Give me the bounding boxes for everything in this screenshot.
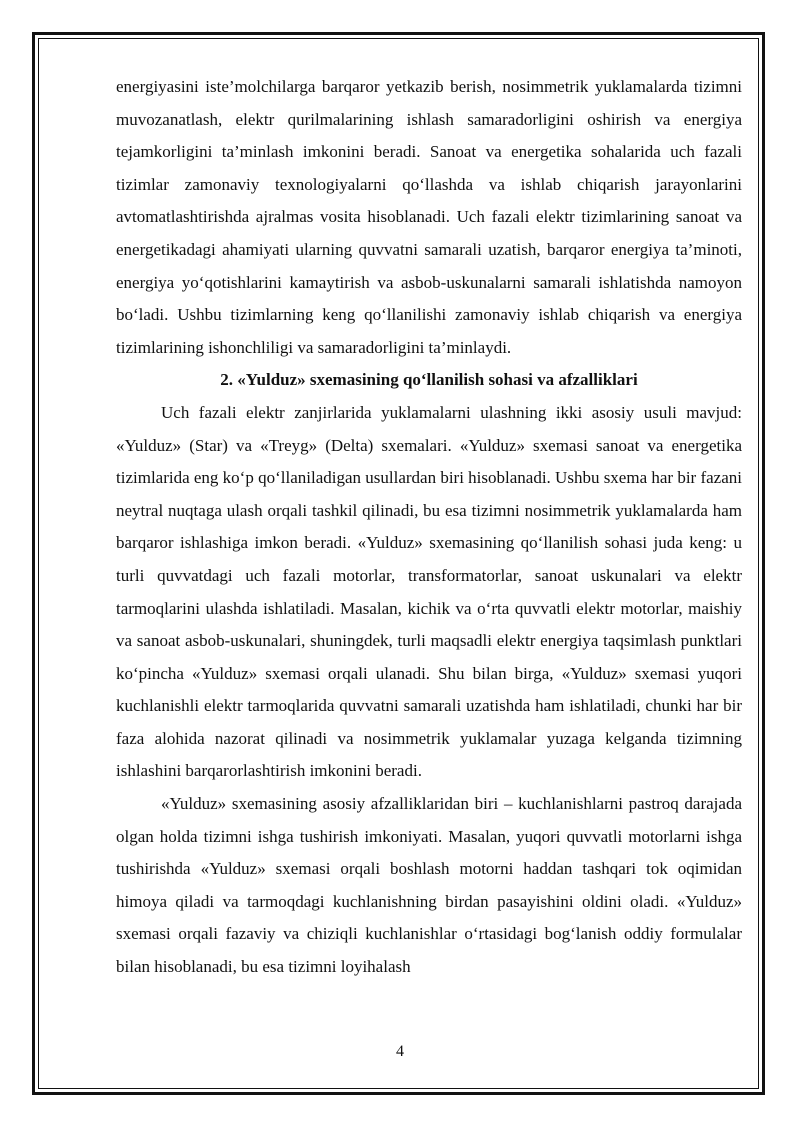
paragraph-advantages: «Yulduz» sxemasining asosiy afzalliklaridan biri – kuchlanishlarni pastroq darajada olgan holda tizimni ishga tushirish imkoniyati. Masalan, yuqori quvvatli motorlarni ishga tushirishda «Yulduz» sxemasi orqali boshlash motorni haddan tashqari tok oqimidan himoya qiladi va tarmoqdagi kuchlanishning birdan pasayishini oldini oladi. «Yulduz» sxemasi orqali fazaviy va chiziqli kuchlanishlar o‘rtasidagi bog‘lanish oddiy formulalar bilan hisoblanadi, bu esa tizimni loyihalash <box>116 794 742 977</box>
document-body <box>116 71 742 984</box>
page-number: 4 <box>396 1043 404 1060</box>
paragraph-continuation: energiyasini iste’molchilarga barqaror yetkazib berish, nosimmetrik yuklamalarda tizimni muvozanatlash, elektr qurilmalarining ishlash samaradorligini oshirish va energiya tejamkorligini ta’minlash imkonini beradi. Sanoat va energetika sohalarida uch fazali tizimlar zamonaviy texnologiyalarni qo‘llashda va ishlab chiqarish jarayonlarini avtomatlashtirishda ajralmas vosita hisoblanadi. Uch fazali elektr tizimlarining sanoat va energetikadagi ahamiyati ularning quvvatni samarali uzatish, barqaror energiya ta’minoti, energiya yo‘qotishlarini kamaytirish va asbob-uskunalarni samarali ishlatishda namoyon bo‘ladi. Ushbu tizimlarning keng qo‘llanilishi zamonaviy ishlab chiqarish va energiya tizimlarining ishonchliligi va samaradorligini ta’minlaydi. <box>116 77 742 357</box>
section-heading: 2. «Yulduz» sxemasining qo‘llanilish sohasi va afzalliklari <box>220 370 638 390</box>
paragraph-connection-methods: Uch fazali elektr zanjirlarida yuklamalarni ulashning ikki asosiy usuli mavjud: «Yulduz» (Star) va «Treyg» (Delta) sxemalari. «Yulduz» sxemasi sanoat va energetika tizimlarida eng ko‘p qo‘llaniladigan usullardan biri hisoblanadi. Ushbu sxema har bir fazani neytral nuqtaga ulash orqali tashkil qilinadi, bu esa tizimni nosimmetrik yuklamalarda ham barqaror ishlashiga imkon beradi. «Yulduz» sxemasining qo‘llanilish sohasi juda keng: u turli quvvatdagi uch fazali motorlar, transformatorlar, sanoat uskunalari va elektr tarmoqlarini ulashda ishlatiladi. Masalan, kichik va o‘rta quvvatli elektr motorlar, maishiy va sanoat asbob-uskunalari, shuningdek, turli maqsadli elektr energiya taqsimlash punktlari ko‘pincha «Yulduz» sxemasi orqali ulanadi. Shu bilan birga, «Yulduz» sxemasi yuqori kuchlanishli elektr tarmoqlarida quvvatni samarali uzatishda ham ishlatiladi, chunki har bir faza alohida nazorat qilinadi va nosimmetrik yuklamalar yuzaga kelganda tizimning ishlashini barqarorlashtirish imkonini beradi. <box>116 402 742 781</box>
